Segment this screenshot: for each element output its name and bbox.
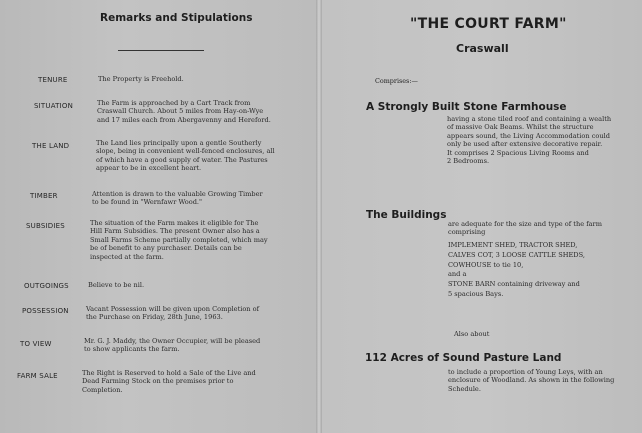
list-item: COWHOUSE to tie 10, — [448, 260, 524, 269]
pasture-text — [448, 368, 638, 393]
text-line: slope, being in convenient well-fenced enclosures, all — [96, 147, 275, 156]
buildings-text — [448, 220, 638, 237]
label-situation: SITUATION — [34, 102, 74, 110]
text-line: to include a proportion of Young Leys, with an — [448, 368, 603, 376]
text-line: Believe to be nil. — [88, 281, 145, 289]
text-line: Completion. — [82, 385, 123, 394]
farmhouse-text — [447, 115, 637, 165]
text-line: The Right is Reserved to hold a Sale of the Live and — [82, 369, 256, 377]
text-line: and 17 miles each from Abergavenny and Hereford. — [97, 115, 271, 124]
text-line: Dead Farming Stock on the premises prior to — [82, 377, 234, 386]
label-the-land: THE LAND — [32, 142, 70, 150]
text-farm-sale — [82, 369, 314, 394]
title-rule — [118, 50, 204, 51]
label-possession: POSSESSION — [22, 307, 69, 315]
text-line: Attention is drawn to the valuable Growing Timber — [92, 190, 263, 198]
text-line: comprising — [448, 228, 486, 237]
text-line: 2 Bedrooms. — [447, 157, 490, 166]
comprises-label: Comprises:— — [375, 77, 418, 85]
text-line: Mr. G. J. Maddy, the Owner Occupier, will be pleased — [84, 337, 261, 345]
list-item: CALVES COT, 3 LOOSE CATTLE SHEDS, — [448, 250, 585, 259]
label-farm-sale: FARM SALE — [17, 372, 58, 380]
list-item: STONE BARN containing driveway and — [448, 280, 580, 289]
text-line: be of benefit to any purchaser. Details can be — [90, 244, 242, 253]
label-timber: TIMBER — [30, 192, 58, 200]
text-line: inspected at the farm. — [90, 252, 164, 261]
text-line: enclosure of Woodland. As shown in the following — [448, 376, 615, 385]
text-line: to be found in "Wernfawr Wood." — [92, 198, 203, 207]
buildings-list — [448, 241, 585, 300]
farmhouse-heading: A Strongly Built Stone Farmhouse — [366, 101, 567, 113]
text-timber — [92, 190, 314, 207]
text-line: appears sound, the Living Accommodation could — [447, 131, 610, 140]
text-the-land — [96, 139, 314, 173]
text-line: appear to be in excellent heart. — [96, 164, 202, 173]
text-line: only be used after extensive decorative repair. — [447, 140, 603, 149]
text-line: It comprises 2 Spacious Living Rooms and — [447, 148, 589, 157]
text-line: The situation of the Farm makes it eligible for The — [90, 219, 259, 227]
label-tenure: TENURE — [38, 76, 68, 84]
text-line: The Land lies principally upon a gentle Southerly — [96, 139, 262, 147]
text-line: Hill Farm Subsidies. The present Owner also has a — [90, 227, 260, 236]
buildings-heading: The Buildings — [366, 209, 447, 221]
text-line: are adequate for the size and type of the farm — [448, 220, 602, 228]
text-subsidies — [90, 219, 314, 261]
also-about: Also about — [454, 330, 490, 338]
text-line: having a stone tiled roof and containing a wealth — [447, 115, 612, 123]
text-line: The Property is Freehold. — [98, 75, 184, 83]
page-fold — [316, 0, 322, 433]
label-outgoings: OUTGOINGS — [24, 282, 69, 290]
text-line: Craswall Church. About 5 miles from Hay-on-Wye — [97, 107, 264, 116]
text-line: Vacant Possession will be given upon Completion of — [86, 305, 260, 313]
farm-title: "THE COURT FARM" — [410, 16, 567, 32]
label-to-view: TO VIEW — [20, 340, 52, 348]
list-item: 5 spacious Bays. — [448, 289, 504, 298]
remarks-title: Remarks and Stipulations — [100, 12, 253, 24]
farm-location: Craswall — [456, 42, 509, 55]
text-line: The Farm is approached by a Cart Track from — [97, 99, 251, 107]
text-situation — [97, 99, 312, 124]
list-item: IMPLEMENT SHED, TRACTOR SHED, — [448, 241, 578, 249]
text-line: to show applicants the farm. — [84, 345, 180, 354]
text-possession — [86, 305, 314, 322]
list-item: and a — [448, 270, 467, 279]
text-tenure — [98, 75, 184, 83]
text-line: the Purchase on Friday, 28th June, 1963. — [86, 313, 223, 322]
text-line: Small Farms Scheme partially completed, which may — [90, 235, 268, 244]
text-line: Schedule. — [448, 384, 481, 393]
text-outgoings — [88, 281, 144, 289]
text-line: of massive Oak Beams. Whilst the structure — [447, 123, 594, 132]
text-to-view — [84, 337, 314, 354]
text-line: of which have a good supply of water. The Pastures — [96, 155, 268, 164]
label-subsidies: SUBSIDIES — [26, 222, 65, 230]
pasture-heading: 112 Acres of Sound Pasture Land — [365, 352, 562, 364]
